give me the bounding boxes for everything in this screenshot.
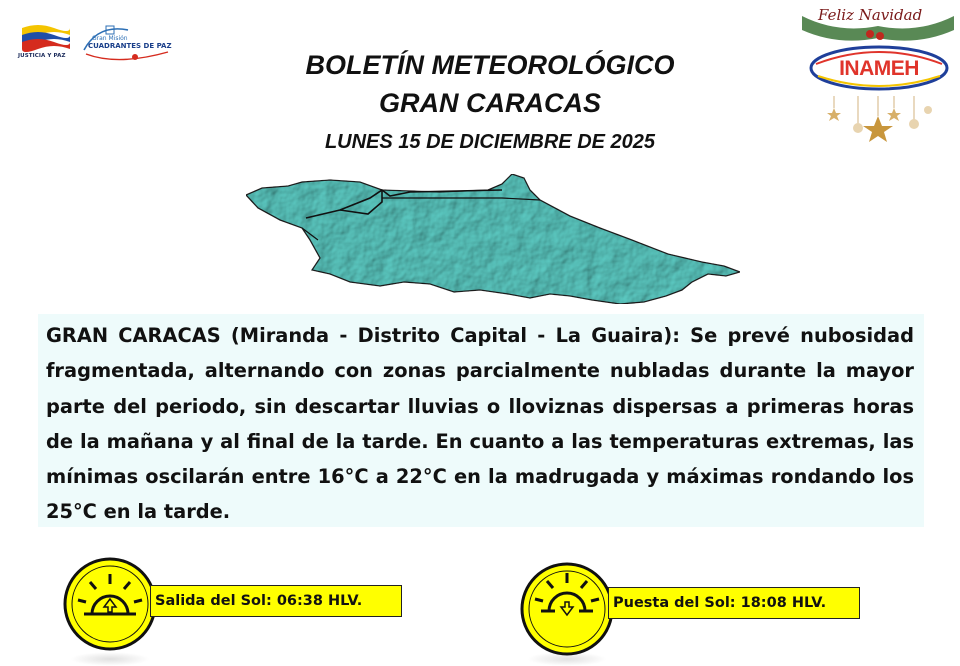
sunrise-icon xyxy=(62,556,158,652)
bulletin-date: LUNES 15 DE DICIEMBRE DE 2025 xyxy=(324,131,656,153)
region-map xyxy=(240,170,746,310)
government-logo-label: JUSTICIA Y PAZ xyxy=(18,53,66,59)
sunrise-shadow xyxy=(70,652,150,666)
gran-mision-line2: CUADRANTES DE PAZ xyxy=(88,42,172,50)
christmas-greeting: Feliz Navidad xyxy=(818,6,923,24)
bulletin-title: BOLETÍN METEOROLÓGICO xyxy=(305,50,675,80)
sunrise-label: Salida del Sol: 06:38 HLV. xyxy=(150,585,402,617)
forecast-box xyxy=(38,314,924,527)
forecast-text: GRAN CARACAS (Miranda - Distrito Capital - La Guaira): Se prevé nubosidad fragmentada, alternando con zonas parcialmente nubladas durante la mayor parte del periodo, sin descartar lluvias o lloviznas dispersas a primeras horas de la mañana y al final de la tarde. En cuanto a las temperaturas extremas, las mínimas oscilarán entre 16°C a 22°C en la madrugada y máximas rondando los 25°C en la tarde. xyxy=(46,324,914,524)
inameh-name: INAMEH xyxy=(839,57,919,80)
inameh-badge xyxy=(808,44,950,92)
venezuela-flag-icon xyxy=(18,22,74,54)
government-flag-logo xyxy=(18,22,76,66)
bulletin-region: GRAN CARACAS xyxy=(379,88,601,118)
gran-mision-line1: Gran Misión xyxy=(92,35,128,42)
inameh-logo xyxy=(798,4,956,154)
header-left-logos xyxy=(18,22,178,68)
sunset-label: Puesta del Sol: 18:08 HLV. xyxy=(608,587,860,619)
gran-mision-logo xyxy=(78,22,178,68)
gran-caracas-map-icon xyxy=(240,170,746,310)
sunset-icon xyxy=(519,561,615,657)
map-region-shape xyxy=(246,174,740,304)
